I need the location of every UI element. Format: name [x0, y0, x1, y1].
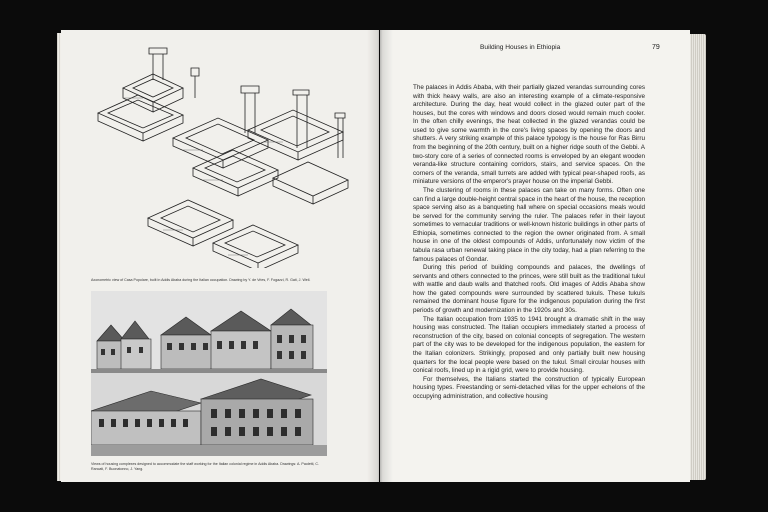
right-page [380, 30, 690, 482]
axonometric-drawing [83, 38, 363, 268]
running-head: Building Houses in Ethiopia [480, 44, 561, 51]
page-number: 79 [652, 44, 660, 51]
body-text [413, 84, 645, 401]
paragraph: For themselves, the Italians started the construction of typically European housing types. Freestanding or semi-detached villas for the upper echelons of the occupying administration, and collective housing [413, 375, 645, 400]
left-page [61, 30, 379, 482]
open-book [57, 30, 709, 484]
paragraph: The clustering of rooms in these palaces can take on many forms. Often one can find a large double-height central space in the heart of the house, the reception space serving also as a banqueting hall where on special occasions meals would be served for the community serving the ruler. The palaces refer in their layout sometimes to vernacular traditions or well-known historic buildings in other parts of Ethiopia, sometimes connected to the region the owner originated from. A small house in one of the oldest compounds of Addis, unfortunately now victim of the tabula rasa urban renewal taking place in the city today, had a plan referring to the famous palaces of Gondar. [413, 186, 645, 263]
paragraph: During this period of building compounds and palaces, the dwellings of servants and others connected to the princes, were still built as the traditional tukul with wattle and daub walls and thatched roofs. Old images of Addis Ababa show how the gated compounds were surrounded by scattered tukuls. These tukuls remained the dominant house figure for the indigenous population during the first periods of growth and modernization in the 1920s and 30s. [413, 264, 645, 315]
paragraph: The palaces in Addis Ababa, with their partially glazed verandas surrounding cores with thick heavy walls, are also an interesting example of a climate-responsive architecture. During the day, heat would collect in the glazed outer part of the houses, but the cores with windows and doors closed would remain much cooler. In the often chilly evenings, the heat collected in the glazed verandas could be used to give some warmth in the core's living spaces by opening the doors and shutters. A very striking example of this palace typology is the house for Ras Birru from the beginning of the 20th century, built on a higher ridge south of the Gebbi. A two-story core of a series of connected rooms is enveloped by an elegant wooden veranda-like structure containing corridors, stairs, and service spaces. On the corners of the veranda, small turrets are added with typical pear-shaped roofs, as miniature versions of the emperor's prayer house on the imperial Gebbi. [413, 84, 645, 186]
housing-caption: Views of housing complexes designed to accommodate the staff working for the Italian colonial regime in Addis Ababa. Drawings: A. Paoletti, C. Rancati, F. Buonatonno, J. Yang. [91, 462, 319, 471]
page-edges [690, 34, 706, 480]
housing-drawings [91, 291, 327, 456]
drawing-caption: Axonometric view of Casa Popolare, built in Addis Ababa during the Italian occupation. Drawing by Y. de Vries, F. Fogazzi, R. Gati, J. Weil. [91, 278, 311, 282]
paragraph: The Italian occupation from 1935 to 1941 brought a dramatic shift in the way housing was constructed. The Italian occupiers immediately started a process of reconstruction of the city, based on colonial concepts of segregation. The western part of the city was to be developed for the indigenous population, the eastern for the Italian colonizers. Strikingly, proposed and only partially built new housing quarters for the local people were based on the tukul. Small circular houses with conical roofs, lined up in a rigid grid, were to provide housing. [413, 315, 645, 375]
book-gutter [367, 30, 393, 482]
